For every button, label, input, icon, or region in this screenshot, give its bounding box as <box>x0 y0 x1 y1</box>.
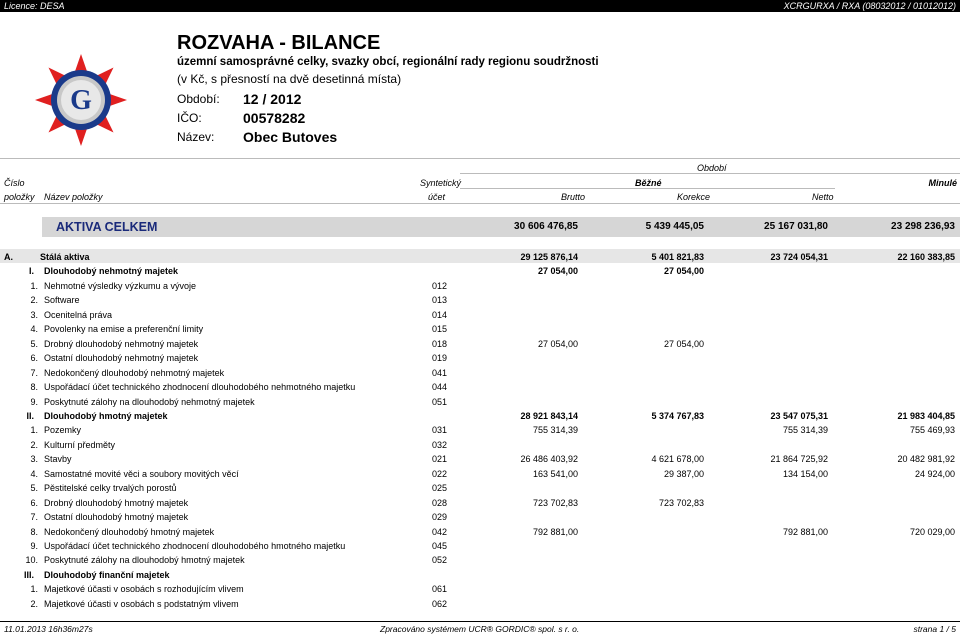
row-number: 2. <box>30 439 38 450</box>
report-subtitle: územní samosprávné celky, svazky obcí, regionální rady regionu soudržnosti <box>177 56 599 68</box>
row-account: 051 <box>432 396 448 407</box>
row-brutto: 27 054,00 <box>537 266 578 277</box>
table-row <box>0 279 960 294</box>
table-row <box>0 351 960 366</box>
row-account: 029 <box>432 512 448 523</box>
row-number: 6. <box>30 353 38 364</box>
row-name: Majetkové účasti v osobách s rozhodujícím vlivem <box>44 584 244 595</box>
period-label: Období: <box>177 92 220 106</box>
table-row <box>0 510 960 525</box>
table-row <box>0 380 960 395</box>
row-brutto: 28 921 843,14 <box>520 410 578 421</box>
col-minule: Minulé <box>928 178 957 188</box>
row-number: 8. <box>30 526 38 537</box>
col-ucet: účet <box>428 192 446 202</box>
row-number: 9. <box>30 396 38 407</box>
header-line-mid <box>460 173 960 174</box>
row-korekce: 5 401 821,83 <box>651 252 704 262</box>
row-number: 1. <box>30 425 38 436</box>
table-row <box>0 409 960 424</box>
col-polozky: položky <box>4 192 35 202</box>
col-brutto: Brutto <box>561 192 586 202</box>
row-netto: 23 547 075,31 <box>770 410 828 421</box>
col-cislo: Číslo <box>4 178 25 188</box>
col-obdobi: Období <box>697 163 727 173</box>
row-account: 012 <box>432 280 448 291</box>
row-korekce: 27 054,00 <box>663 266 704 277</box>
row-minule: 24 924,00 <box>914 468 955 479</box>
gordic-logo <box>22 50 140 150</box>
row-name: Nedokončený dlouhodobý nehmotný majetek <box>44 367 225 378</box>
table-row <box>0 481 960 496</box>
row-name: Ostatní dlouhodobý nehmotný majetek <box>44 353 199 364</box>
col-nazev: Název položky <box>44 192 103 202</box>
row-name: Dlouhodobý hmotný majetek <box>44 410 168 421</box>
table-row <box>0 366 960 381</box>
row-brutto: 792 881,00 <box>532 526 578 537</box>
header-line-bezne <box>460 188 835 189</box>
row-name: Drobný dlouhodobý nehmotný majetek <box>44 338 199 349</box>
header-line-top <box>0 158 960 159</box>
row-number: 7. <box>30 512 38 523</box>
row-account: 041 <box>432 367 448 378</box>
row-number: 9. <box>30 541 38 551</box>
row-name: Uspořádací účet technického zhodnocení dlouhodobého nehmotného majetku <box>44 382 356 393</box>
row-account: 062 <box>432 598 448 609</box>
row-name: Pozemky <box>44 425 82 436</box>
table-row <box>0 395 960 410</box>
row-number: 2. <box>30 598 38 609</box>
header-line-bottom <box>0 203 960 204</box>
row-number: 3. <box>30 309 38 320</box>
row-number: A. <box>4 252 13 262</box>
table-row <box>0 496 960 511</box>
row-number: 3. <box>30 454 38 465</box>
row-korekce: 29 387,00 <box>663 468 704 479</box>
row-number: II. <box>26 410 34 421</box>
footer-page: strana 1 / 5 <box>913 624 956 634</box>
row-name: Kulturní předměty <box>44 439 116 450</box>
row-minule: 720 029,00 <box>909 526 955 537</box>
row-korekce: 5 374 767,83 <box>651 410 704 421</box>
row-name: Poskytnuté zálohy na dlouhodobý hmotný majetek <box>44 555 245 566</box>
row-korekce: 4 621 678,00 <box>651 454 704 465</box>
row-account: 019 <box>432 353 448 364</box>
col-netto: Netto <box>812 192 834 202</box>
row-brutto: 163 541,00 <box>532 468 578 479</box>
total-korekce: 5 439 445,05 <box>645 221 704 232</box>
row-number: I. <box>28 266 34 277</box>
row-netto: 755 314,39 <box>782 425 828 436</box>
row-number: III. <box>23 569 34 580</box>
row-minule: 755 469,93 <box>909 425 955 436</box>
table-row <box>0 264 960 279</box>
svg-text:G: G <box>70 85 92 116</box>
row-netto: 792 881,00 <box>782 526 828 537</box>
table-row <box>0 438 960 453</box>
period-value: 12 / 2012 <box>243 91 302 107</box>
report-precision-note: (v Kč, s přesností na dvě desetinná místa) <box>177 72 402 86</box>
licence-text: Licence: DESA <box>4 1 65 11</box>
row-brutto: 29 125 876,14 <box>520 252 578 262</box>
report-code: XCRGURXA / RXA (08032012 / 01012012) <box>783 1 956 11</box>
row-number: 1. <box>30 584 38 595</box>
row-number: 10. <box>25 555 38 566</box>
name-value: Obec Butoves <box>243 129 338 145</box>
row-name: Nedokončený dlouhodobý hmotný majetek <box>44 526 215 537</box>
row-account: 031 <box>432 425 448 436</box>
row-number: 5. <box>30 338 38 349</box>
row-number: 1. <box>30 280 38 291</box>
row-netto: 23 724 054,31 <box>770 252 828 262</box>
row-name: Drobný dlouhodobý hmotný majetek <box>44 497 189 508</box>
table-row <box>0 337 960 352</box>
row-name: Pěstitelské celky trvalých porostů <box>44 483 177 494</box>
name-label: Název: <box>177 130 215 144</box>
ico-value: 00578282 <box>243 110 306 126</box>
row-number: 6. <box>30 497 38 508</box>
row-account: 025 <box>432 483 448 494</box>
table-row <box>0 597 960 612</box>
row-netto: 134 154,00 <box>782 468 828 479</box>
row-account: 044 <box>432 382 448 393</box>
row-number: 2. <box>30 295 38 306</box>
total-brutto: 30 606 476,85 <box>514 221 578 232</box>
total-label: AKTIVA CELKEM <box>56 220 158 234</box>
row-minule: 20 482 981,92 <box>897 454 955 465</box>
row-account: 018 <box>432 338 448 349</box>
row-korekce: 27 054,00 <box>663 338 704 349</box>
row-minule: 22 160 383,85 <box>897 252 955 262</box>
row-number: 7. <box>30 367 38 378</box>
row-number: 4. <box>30 324 38 335</box>
row-account: 013 <box>432 295 448 306</box>
row-name: Ocenitelná práva <box>44 309 113 320</box>
row-name: Dlouhodobý nehmotný majetek <box>44 266 179 277</box>
table-row <box>0 539 960 554</box>
table-row <box>0 553 960 568</box>
table-row <box>0 452 960 467</box>
row-account: 042 <box>432 526 448 537</box>
footer-timestamp: 11.01.2013 16h36m27s <box>4 624 93 634</box>
row-number: 5. <box>30 483 38 494</box>
row-name: Stavby <box>44 454 72 465</box>
row-name: Nehmotné výsledky výzkumu a vývoje <box>44 280 197 291</box>
row-name: Majetkové účasti v osobách s podstatným vlivem <box>44 598 239 609</box>
row-number: 4. <box>30 468 38 479</box>
table-row <box>0 582 960 597</box>
table-row <box>0 250 960 265</box>
row-account: 061 <box>432 584 448 595</box>
table-row <box>0 525 960 540</box>
col-synteticky: Syntetický <box>420 178 462 188</box>
row-brutto: 723 702,83 <box>532 497 578 508</box>
row-account: 015 <box>432 324 448 335</box>
total-netto: 25 167 031,80 <box>764 221 828 232</box>
table-row <box>0 293 960 308</box>
row-name: Stálá aktiva <box>40 252 90 262</box>
footer-system: Zpracováno systémem UCR® GORDIC® spol. s r. o. <box>380 624 580 634</box>
row-name: Povolenky na emise a preferenční limity <box>44 324 204 335</box>
report-title: ROZVAHA - BILANCE <box>177 32 381 54</box>
footer <box>0 622 960 635</box>
table-row <box>0 467 960 482</box>
top-bar <box>0 0 960 12</box>
row-account: 045 <box>432 541 448 551</box>
col-bezne: Běžné <box>635 178 662 188</box>
col-korekce: Korekce <box>677 192 711 202</box>
row-netto: 21 864 725,92 <box>770 454 828 465</box>
row-name: Poskytnuté zálohy na dlouhodobý nehmotný majetek <box>44 396 255 407</box>
row-account: 021 <box>432 454 448 465</box>
row-number: 8. <box>30 382 38 393</box>
row-account: 028 <box>432 497 448 508</box>
row-brutto: 26 486 403,92 <box>520 454 578 465</box>
row-account: 052 <box>432 555 448 566</box>
row-brutto: 755 314,39 <box>532 425 578 436</box>
row-minule: 21 983 404,85 <box>897 410 955 421</box>
table-row <box>0 423 960 438</box>
total-minule: 23 298 236,93 <box>891 221 955 232</box>
row-name: Dlouhodobý finanční majetek <box>44 569 170 580</box>
row-account: 032 <box>432 439 448 450</box>
row-name: Software <box>44 295 80 306</box>
row-brutto: 27 054,00 <box>537 338 578 349</box>
table-row <box>0 322 960 337</box>
row-name: Uspořádací účet technického zhodnocení dlouhodobého hmotného majetku <box>44 541 346 551</box>
table-row <box>0 568 960 583</box>
row-korekce: 723 702,83 <box>658 497 704 508</box>
ico-label: IČO: <box>177 111 202 125</box>
table-row <box>0 308 960 323</box>
row-account: 022 <box>432 468 448 479</box>
row-name: Ostatní dlouhodobý hmotný majetek <box>44 512 189 523</box>
row-account: 014 <box>432 309 448 320</box>
row-name: Samostatné movité věci a soubory movitých věcí <box>44 468 239 479</box>
